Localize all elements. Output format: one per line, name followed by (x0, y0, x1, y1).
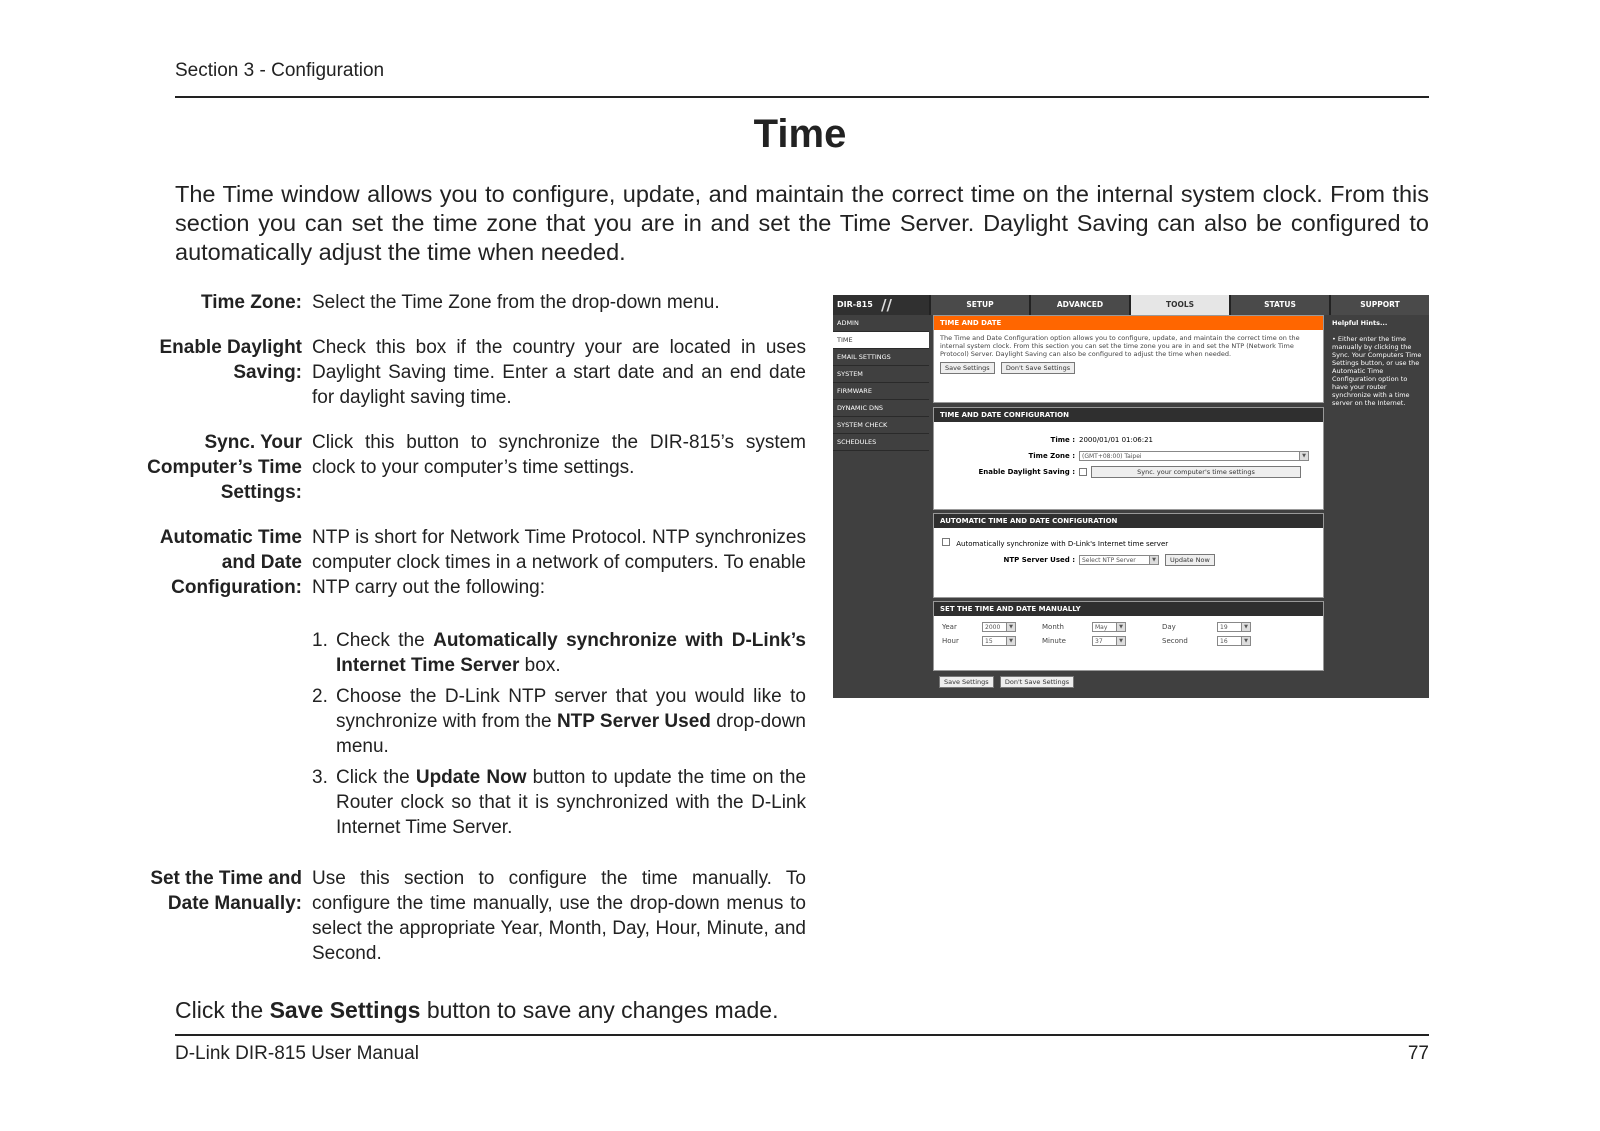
definition-term: Enable Daylight Saving: (159, 337, 302, 383)
router-tabs (929, 295, 1429, 315)
definition-automatic-config (140, 525, 810, 846)
definition-term: Set the Time and Date Manually: (150, 868, 302, 914)
day-label: Day (1162, 623, 1176, 631)
step-number: 2. (312, 686, 328, 707)
manual-time-grid (934, 616, 1323, 652)
hour-select[interactable]: 15 ▼ (982, 636, 1016, 646)
hints-title: Helpful Hints... (1332, 319, 1388, 327)
chevron-down-icon: ▼ (1299, 452, 1308, 460)
panel-title: TIME AND DATE CONFIGURATION (934, 408, 1323, 422)
hour-label: Hour (942, 637, 959, 645)
step-text: Click the Update Now button to update the time on the Router clock so that it is synchronized with the D-Link Internet Time Server. (336, 767, 807, 838)
sidebar-item-firmware[interactable]: FIRMWARE (833, 383, 929, 400)
tab-support[interactable]: SUPPORT (1329, 295, 1429, 315)
second-label: Second (1162, 637, 1188, 645)
minute-label: Minute (1042, 637, 1066, 645)
sync-computer-time-button[interactable]: Sync. your computer's time settings (1091, 466, 1301, 478)
chevron-down-icon: ▼ (1149, 556, 1158, 564)
ntp-server-row (934, 552, 1323, 568)
ntp-server-label: NTP Server Used : (1003, 556, 1075, 564)
definition-desc: Use this section to configure the time manually. To configure the time manually, use the drop-down menus to select the appropriate Year, Month, Day, Hour, Minute, and Second. (312, 868, 806, 964)
definition-desc: Click this button to synchronize the DIR-815’s system clock to your computer’s time settings. (312, 432, 806, 478)
save-settings-button[interactable]: Save Settings (940, 362, 995, 374)
tab-status[interactable]: STATUS (1229, 295, 1329, 315)
definition-desc (312, 525, 806, 846)
manual-time-panel (933, 601, 1324, 671)
router-topbar (833, 295, 1429, 315)
sidebar-item-time[interactable]: TIME (833, 332, 929, 349)
auto-time-panel (933, 513, 1324, 598)
dont-save-settings-button[interactable]: Don't Save Settings (1001, 362, 1075, 374)
update-now-button[interactable]: Update Now (1165, 554, 1215, 566)
ntp-server-select[interactable]: Select NTP Server ▼ (1079, 555, 1159, 565)
router-model-logo: DIR-815 // (833, 295, 929, 315)
panel-title: SET THE TIME AND DATE MANUALLY (934, 602, 1323, 616)
definition-term: Automatic Time and Date Configuration: (159, 527, 302, 598)
definition-desc-text: NTP is short for Network Time Protocol. NTP synchronizes computer clock times in a network of computers. To enable NTP carry out the following: (312, 527, 806, 598)
footer-rule (175, 1034, 1429, 1036)
footer-page-number: 77 (1407, 1043, 1429, 1064)
step-number: 3. (312, 767, 328, 788)
save-settings-button-bottom[interactable]: Save Settings (939, 676, 994, 688)
router-screenshot (833, 295, 1429, 698)
auto-sync-label: Automatically synchronize with D-Link's Internet time server (956, 540, 1169, 548)
definition-manual-time (140, 866, 810, 966)
month-select[interactable]: May ▼ (1092, 622, 1126, 632)
daylight-saving-checkbox[interactable] (1079, 468, 1087, 476)
page-title: Time (753, 112, 847, 156)
time-zone-select[interactable]: (GMT+08:00) Taipei ▼ (1079, 451, 1309, 461)
time-config-panel (933, 407, 1324, 510)
sidebar-item-system[interactable]: SYSTEM (833, 366, 929, 383)
definition-desc: Select the Time Zone from the drop-down menu. (312, 292, 720, 313)
time-zone-row (934, 448, 1323, 464)
section-header: Section 3 - Configuration (175, 60, 385, 81)
step-text: Check the Automatically synchronize with D-Link’s Internet Time Server box. (336, 630, 807, 676)
tab-setup[interactable]: SETUP (929, 295, 1029, 315)
definition-time-zone (140, 290, 810, 315)
step-text: Choose the D-Link NTP server that you would like to synchronize with from the NTP Server Used drop-down menu. (336, 686, 807, 757)
sidebar-item-admin[interactable]: ADMIN (833, 315, 929, 332)
time-value: 2000/01/01 01:06:21 (1079, 436, 1154, 444)
ntp-steps (312, 628, 806, 840)
definition-sync-time (140, 430, 810, 505)
auto-sync-checkbox[interactable] (942, 538, 950, 546)
sidebar-item-system-check[interactable]: SYSTEM CHECK (833, 417, 929, 434)
sidebar-item-email-settings[interactable]: EMAIL SETTINGS (833, 349, 929, 366)
closing-instruction: Click the Save Settings button to save any changes made. (175, 997, 779, 1023)
sidebar-item-schedules[interactable]: SCHEDULES (833, 434, 929, 451)
router-main (931, 315, 1326, 698)
tab-tools[interactable]: TOOLS (1129, 295, 1229, 315)
dont-save-settings-button-bottom[interactable]: Don't Save Settings (1000, 676, 1074, 688)
step-item (312, 684, 806, 759)
intro-paragraph: The Time window allows you to configure, update, and maintain the correct time on the internal system clock. From this section you can set the time zone that you are in and set the Time Server. Daylight Saving can also be configured to automatically adjust the time when needed. (175, 181, 1429, 265)
definitions-list (140, 290, 810, 986)
step-item (312, 628, 806, 678)
panel-title: TIME AND DATE (934, 316, 1323, 330)
time-row (934, 432, 1323, 448)
definition-term: Sync. Your Computer’s Time Settings: (147, 432, 302, 503)
time-zone-label: Time Zone : (1028, 452, 1075, 460)
router-sidebar (833, 315, 929, 698)
daylight-saving-row (934, 464, 1323, 480)
panel-description: The Time and Date Configuration option allows you to configure, update, and maintain the correct time on the internal system clock. From this section you can set the time zone you are in and set the NTP (Network Time Protocol) Server. Daylight Saving can also be configured to adjust the time when needed. (940, 334, 1300, 358)
header-rule (175, 96, 1429, 98)
hints-text: • Either enter the time manually by clicking the Sync. Your Computers Time Settings button, or use the Automatic Time Configuration option to have your router synchronize with a time server on the Internet. (1332, 335, 1422, 407)
tab-advanced[interactable]: ADVANCED (1029, 295, 1129, 315)
time-and-date-panel (933, 315, 1324, 403)
footer-manual-name: D-Link DIR-815 User Manual (175, 1043, 419, 1064)
time-label: Time : (1050, 436, 1075, 444)
step-item (312, 765, 806, 840)
definition-desc: Check this box if the country your are located in uses Daylight Saving time. Enter a start date and an end date for daylight saving time. (312, 337, 806, 408)
day-select[interactable]: 19 ▼ (1217, 622, 1251, 632)
definition-term: Time Zone: (201, 292, 302, 313)
panel-title: AUTOMATIC TIME AND DATE CONFIGURATION (934, 514, 1323, 528)
helpful-hints-panel (1328, 315, 1429, 698)
definition-daylight-saving (140, 335, 810, 410)
year-select[interactable]: 2000 ▼ (982, 622, 1016, 632)
bottom-buttons (939, 676, 1078, 688)
month-label: Month (1042, 623, 1064, 631)
sidebar-item-dynamic-dns[interactable]: DYNAMIC DNS (833, 400, 929, 417)
year-label: Year (942, 623, 957, 631)
step-number: 1. (312, 630, 328, 651)
second-select[interactable]: 16 ▼ (1217, 636, 1251, 646)
minute-select[interactable]: 37 ▼ (1092, 636, 1126, 646)
daylight-saving-label: Enable Daylight Saving : (978, 468, 1075, 476)
